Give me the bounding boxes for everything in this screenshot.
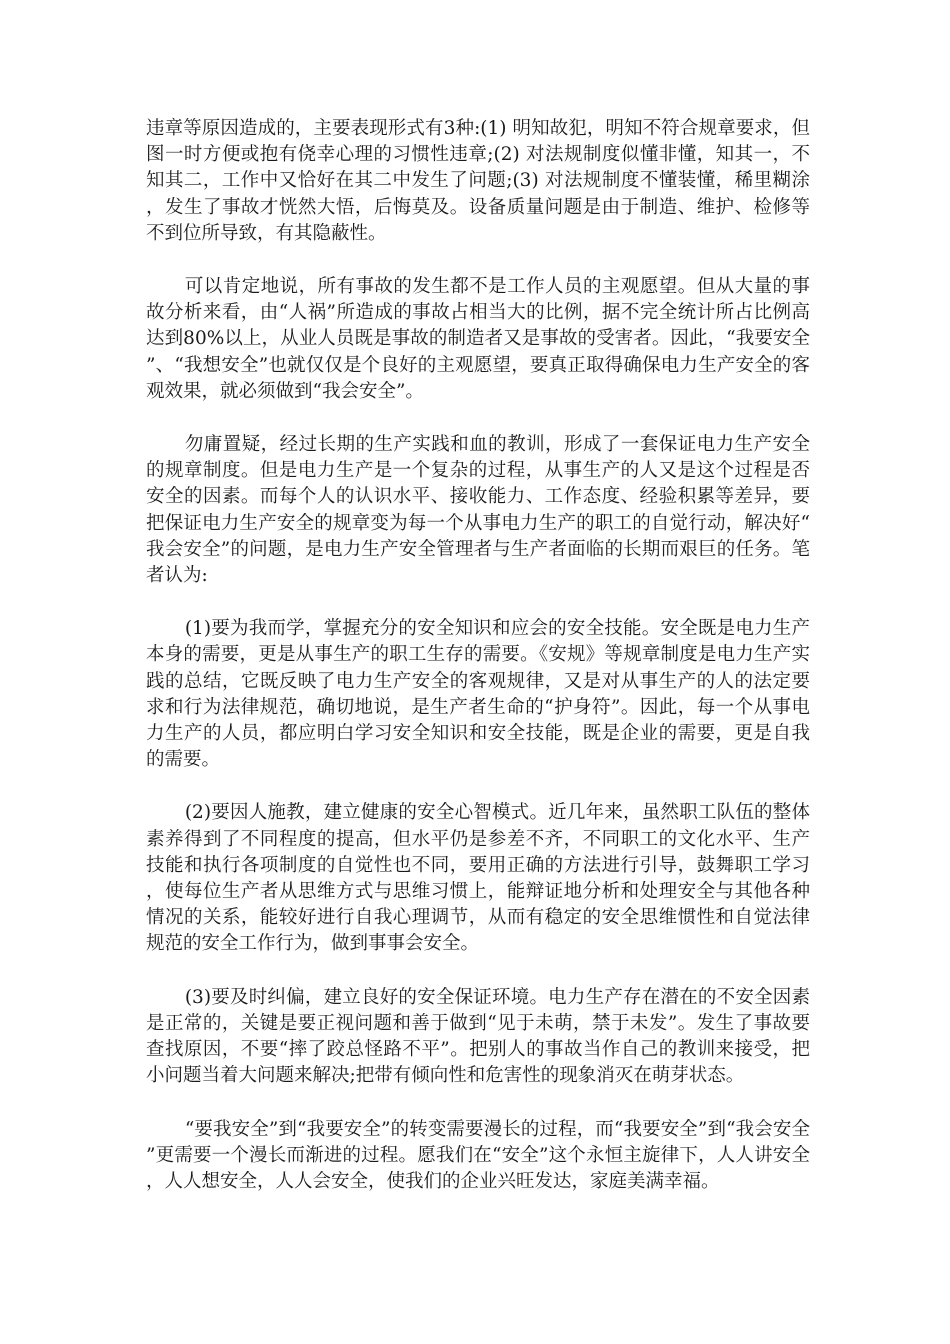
paragraph-accident-analysis: 可以肯定地说，所有事故的发生都不是工作人员的主观愿望。但从大量的事故分析来看，由“人祸”所造成的事故占相当大的比例，据不完全统计所占比例高达到80%以上，从业人员既是事故的制造者又是事故的受害者。因此，“我要安全”、“我想安全”也就仅仅是个良好的主观愿望，要真正取得确保电力生产安全的客观效果，就必须做到“我会安全”。	[146, 276, 810, 402]
paragraph-conclusion: “要我安全”到“我要安全”的转变需要漫长的过程，而“我要安全”到“我会安全”更需要一个漫长而渐进的过程。愿我们在“安全”这个永恒主旋律下，人人讲安全，人人想安全，人人会安全，使我们的企业兴旺发达，家庭美满幸福。	[146, 1118, 810, 1192]
paragraph-point-3: (3)要及时纠偏，建立良好的安全保证环境。电力生产存在潜在的不安全因素是正常的，关键是要正视问题和善于做到“见于未萌，禁于未发”。发生了事故要查找原因，不要“摔了跤总怪路不平”。把别人的事故当作自己的教训来接受，把小问题当着大问题来解决;把带有倾向性和危害性的现象消灭在萌芽状态。	[146, 986, 810, 1087]
paragraph-point-2: (2)要因人施教，建立健康的安全心智模式。近几年来，虽然职工队伍的整体素养得到了不同程度的提高，但水平仍是参差不齐，不同职工的文化水平、生产技能和执行各项制度的自觉性也不同，要用正确的方法进行引导，鼓舞职工学习，使每位生产者从思维方式与思维习惯上，能辩证地分析和处理安全与其他各种情况的关系，能较好进行自我心理调节，从而有稳定的安全思维惯性和自觉法律规范的安全工作行为，做到事事会安全。	[146, 802, 810, 955]
paragraph-regulations: 勿庸置疑，经过长期的生产实践和血的教训，形成了一套保证电力生产安全的规章制度。但是电力生产是一个复杂的过程，从事生产的人又是这个过程是否安全的因素。而每个人的认识水平、接收能力、工作态度、经验积累等差异，要把保证电力生产安全的规章变为每一个从事电力生产的职工的自觉行动，解决好“我会安全”的问题，是电力生产安全管理者与生产者面临的长期而艰巨的任务。笔者认为:	[146, 434, 810, 587]
paragraph-continuation: 违章等原因造成的，主要表现形式有3种:(1) 明知故犯，明知不符合规章要求，但图一时方便或抱有侥幸心理的习惯性违章;(2) 对法规制度似懂非懂，知其一，不知其二，工作中又恰好在其二中发生了问题;(3) 对法规制度不懂装懂，稀里糊涂，发生了事故才恍然大悟，后悔莫及。设备质量问题是由于制造、维护、检修等不到位所导致，有其隐蔽性。	[146, 118, 810, 244]
document-body	[146, 116, 810, 1222]
paragraph-point-1: (1)要为我而学，掌握充分的安全知识和应会的安全技能。安全既是电力生产本身的需要，更是从事生产的职工生存的需要。《安规》等规章制度是电力生产实践的总结，它既反映了电力生产安全的客观规律，又是对从事生产的人的法定要求和行为法律规范，确切地说，是生产者生命的“护身符”。因此，每一个从事电力生产的人员，都应明白学习安全知识和安全技能，既是企业的需要，更是自我的需要。	[146, 618, 810, 771]
